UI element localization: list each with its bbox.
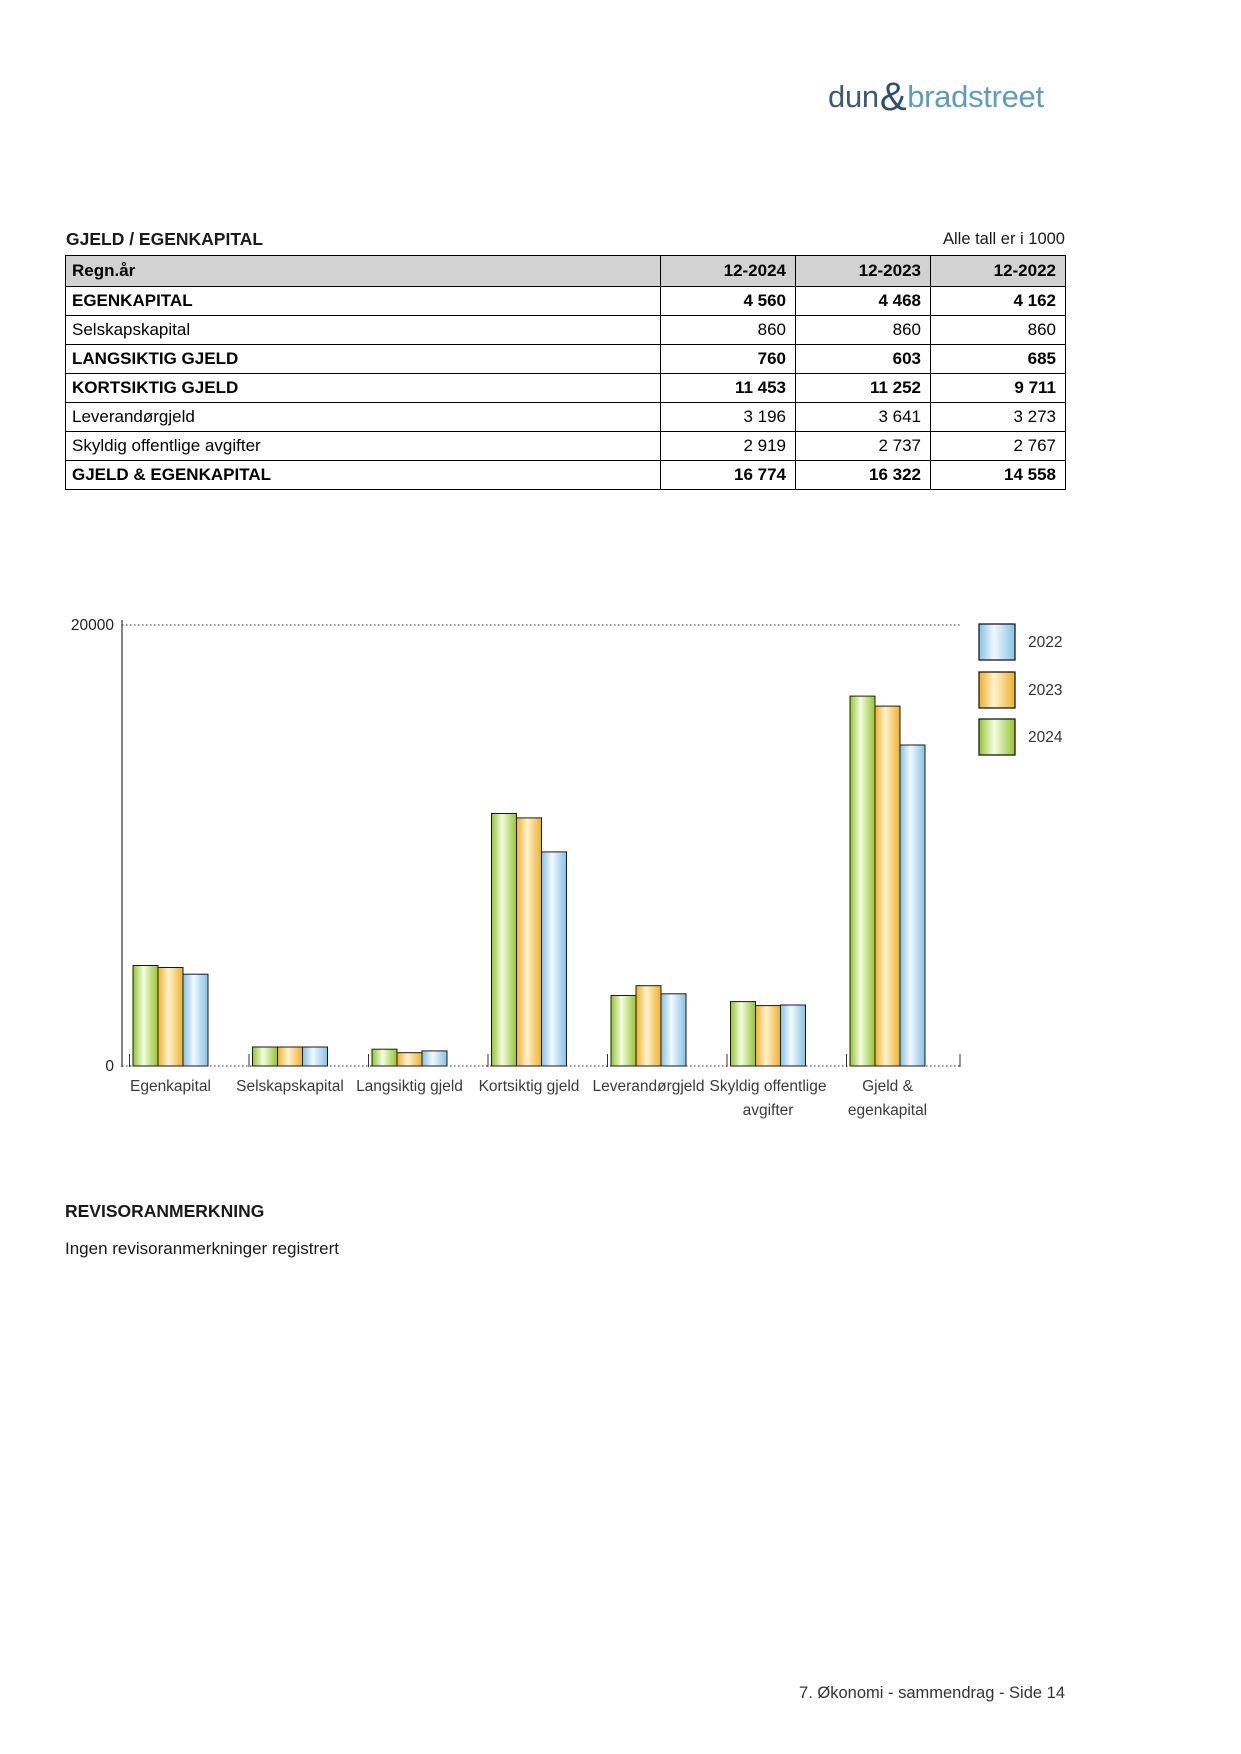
row-value: 3 273 bbox=[931, 403, 1066, 432]
dun-bradstreet-logo bbox=[828, 72, 1044, 117]
legend-label-2024: 2024 bbox=[1028, 729, 1063, 746]
bar-2023 bbox=[636, 986, 661, 1066]
column-header: 12-2022 bbox=[931, 256, 1066, 287]
legend-label-2022: 2022 bbox=[1028, 634, 1063, 651]
row-value: 3 196 bbox=[661, 403, 796, 432]
logo-text-bradstreet: bradstreet bbox=[907, 79, 1044, 114]
bar-2024 bbox=[731, 1002, 756, 1066]
table-row bbox=[66, 287, 1066, 316]
bar-2024 bbox=[850, 696, 875, 1066]
y-tick-label: 20000 bbox=[70, 617, 114, 634]
column-header: 12-2024 bbox=[661, 256, 796, 287]
row-value: 860 bbox=[796, 316, 931, 345]
row-value: 860 bbox=[661, 316, 796, 345]
row-value: 603 bbox=[796, 345, 931, 374]
legend-label-2023: 2023 bbox=[1028, 682, 1063, 699]
y-tick-label: 0 bbox=[105, 1058, 114, 1075]
section-title: GJELD / EGENKAPITAL bbox=[66, 229, 264, 249]
bar-2023 bbox=[756, 1006, 781, 1066]
financial-table bbox=[65, 255, 1066, 490]
bar-2022 bbox=[900, 745, 925, 1066]
row-label: GJELD & EGENKAPITAL bbox=[66, 461, 661, 490]
bar-2023 bbox=[517, 818, 542, 1066]
x-category-label: avgifter bbox=[742, 1102, 794, 1119]
table-row bbox=[66, 374, 1066, 403]
table-row bbox=[66, 403, 1066, 432]
row-value: 2 737 bbox=[796, 432, 931, 461]
row-value: 16 774 bbox=[661, 461, 796, 490]
logo-text-dun: dun bbox=[828, 79, 879, 114]
row-value: 860 bbox=[931, 316, 1066, 345]
row-value: 4 560 bbox=[661, 287, 796, 316]
x-category-label: Skyldig offentlige bbox=[709, 1078, 827, 1095]
row-label: LANGSIKTIG GJELD bbox=[66, 345, 661, 374]
bar-2024 bbox=[492, 814, 517, 1067]
unit-note: Alle tall er i 1000 bbox=[943, 230, 1065, 248]
bar-2022 bbox=[303, 1047, 328, 1066]
column-header: 12-2023 bbox=[796, 256, 931, 287]
row-value: 11 453 bbox=[661, 374, 796, 403]
bar-2023 bbox=[158, 968, 183, 1067]
revisor-heading: REVISORANMERKNING bbox=[65, 1201, 265, 1221]
table-row bbox=[66, 345, 1066, 374]
bar-2023 bbox=[397, 1053, 422, 1066]
table-row bbox=[66, 316, 1066, 345]
bar-2023 bbox=[875, 706, 900, 1066]
chart bbox=[0, 540, 1241, 1154]
bar-2022 bbox=[661, 994, 686, 1066]
bar-2022 bbox=[781, 1005, 806, 1066]
bar-2024 bbox=[372, 1049, 397, 1066]
bar-2022 bbox=[542, 852, 567, 1066]
x-category-label: Leverandørgjeld bbox=[592, 1078, 705, 1095]
row-label: Skyldig offentlige avgifter bbox=[66, 432, 661, 461]
table-row bbox=[66, 432, 1066, 461]
x-category-label: Gjeld & bbox=[862, 1078, 913, 1095]
row-value: 4 162 bbox=[931, 287, 1066, 316]
row-value: 2 919 bbox=[661, 432, 796, 461]
x-category-label: Langsiktig gjeld bbox=[356, 1078, 463, 1095]
row-label: EGENKAPITAL bbox=[66, 287, 661, 316]
logo-ampersand-icon: & bbox=[879, 75, 907, 119]
bar-2023 bbox=[278, 1047, 303, 1066]
x-category-label: egenkapital bbox=[847, 1102, 928, 1119]
footer-page-label: 7. Økonomi - sammendrag - Side 14 bbox=[799, 1684, 1065, 1702]
row-value: 14 558 bbox=[931, 461, 1066, 490]
bar-2024 bbox=[133, 966, 158, 1067]
bar-2022 bbox=[183, 974, 208, 1066]
row-value: 685 bbox=[931, 345, 1066, 374]
x-category-label: Egenkapital bbox=[129, 1078, 212, 1095]
table-header-row bbox=[66, 256, 1066, 287]
table-row bbox=[66, 461, 1066, 490]
row-label: KORTSIKTIG GJELD bbox=[66, 374, 661, 403]
x-category-label: Kortsiktig gjeld bbox=[478, 1078, 580, 1095]
row-value: 3 641 bbox=[796, 403, 931, 432]
row-value: 9 711 bbox=[931, 374, 1066, 403]
row-label: Leverandørgjeld bbox=[66, 403, 661, 432]
legend-swatch-2023 bbox=[979, 672, 1015, 708]
legend-swatch-2024 bbox=[979, 719, 1015, 755]
table-body bbox=[66, 287, 1066, 490]
row-value: 4 468 bbox=[796, 287, 931, 316]
bar-chart-svg bbox=[0, 540, 1241, 1154]
row-label: Selskapskapital bbox=[66, 316, 661, 345]
x-category-label: Selskapskapital bbox=[236, 1078, 344, 1095]
bar-2024 bbox=[253, 1047, 278, 1066]
column-header: Regn.år bbox=[66, 256, 661, 287]
row-value: 11 252 bbox=[796, 374, 931, 403]
revisor-text: Ingen revisoranmerkninger registrert bbox=[65, 1239, 340, 1258]
row-value: 2 767 bbox=[931, 432, 1066, 461]
bar-2022 bbox=[422, 1051, 447, 1066]
row-value: 16 322 bbox=[796, 461, 931, 490]
row-value: 760 bbox=[661, 345, 796, 374]
legend-swatch-2022 bbox=[979, 624, 1015, 660]
bar-2024 bbox=[611, 996, 636, 1067]
